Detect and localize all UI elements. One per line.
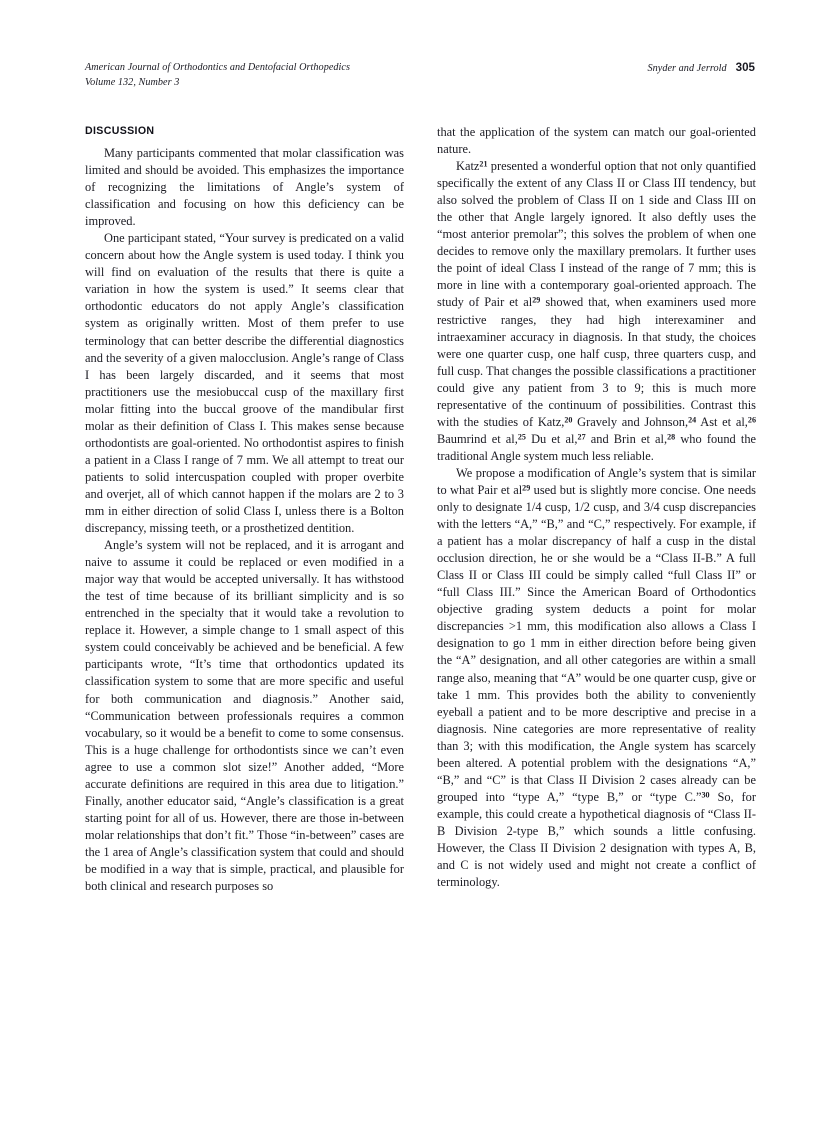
running-head bbox=[85, 60, 755, 94]
reference-superscript: 21 bbox=[479, 159, 488, 169]
journal-title: American Journal of Orthodontics and Dentofacial Orthopedics bbox=[85, 62, 351, 73]
reference-superscript: 26 bbox=[747, 415, 756, 425]
paragraph: Angle’s system will not be replaced, and it is arrogant and naive to assume it could be replaced or even modified in a major way that would be accepted universally. It has withstood the test of time because of its brilliant simplicity and is so entrenched in the specialty that it would take a revolution to replace it. However, a simple change to 1 small aspect of this system could conceivably be achieved and be beneficial. A few participants wrote, “It’s time that orthodontics updated its classification system to some that are more specific and useful for both communication and diagnosis.” Another said, “Communication between professionals requires a common vocabulary, so it would be a benefit to come to some consensus. This is a huge challenge for orthodontists since we can’t even agree to use a common slot size!” Another added, “More accurate definitions are required in this area due to litigation.” Finally, another educator said, “Angle’s classification is a great starting point for all of us. However, there are those in-between molar relationships that don’t fit.” Those “in-between” cases are the 1 area of Angle’s classification system that could and should be modified in a way that is simple, practical, and plausible for both clinical and research purposes so bbox=[85, 538, 404, 894]
paragraph: Katz$^{21}$ presented a wonderful option that not only quantified specifically the extent of any Class II or Class III tendency, but also solved the problem of Class II on 1 side and Class III on the other that Angle largely ignored. It also deftly uses the “most anterior premolar”; this solves the problem of when one decides to remove only the maxillary premolars. It further uses the point of ideal Class I instead of the range of 7 mm; this is more in line with a contemporary goal-oriented approach. The study of Pair et $al^{29}$ showed that, when examiners used more restrictive ranges, they had high interexaminer and intraexaminer accuracy in diagnosis. In that study, the choices were one quarter cusp, one half cusp, three quarters cusp, and full cusp. That changes the possible classifications a practitioner could give any patient from 3 to 9; this is much more representative of the continuum of possibilities. Contrast this with the studies of Katz,$^{20}$ Gravely and Johnson,$^{24}$ Ast et al,$^{26}$ Baumrind et al,$^{25}$ Du et al,$^{27}$ and Brin et al,$^{28}$ who found the traditional Angle system much less reliable. bbox=[437, 159, 757, 463]
volume-issue: Volume 132, Number 3 bbox=[85, 77, 180, 88]
paragraph: We propose a modification of Angle’s system that is similar to what Pair et $al^{29}$ used but is slightly more concise. One needs only to designate 1/4 cusp, 1/2 cusp, and 3/4 cusp discrepancies with the letters “A,” “B,” and “C,” respectively. For example, if a patient has a molar discrepancy of half a cusp in the distal occlusion direction, he or she would be a “Class II-B.” A full Class II or Class III could be simply called “full Class II” or “full Class III.” Since the American Board of Orthodontics objective grading system deducts a point for molar discrepancies >1 mm, this modification also allows a Class I designation to go 1 mm in either direction before being given the “A” designation, and all other categories are within a small range also, meaning that “A” would be one quarter cusp, give or take 1 mm. This provides both the ability to conveniently eyeball a patient and to be more descriptive and precise in a diagnosis. Nine categories are more representative of reality than 3; with this modification, the Angle system has scarcely been altered. A potential problem with the designations “A,” “B,” and “C” is that Class II Division 2 cases already can be grouped into “type A,” “type B,” or “type C.”$^{30}$ So, for example, this could create a hypothetical diagnosis of “Class II-B Division 2-type B,” which sounds a little confusing. However, the Class II Division 2 designation with types A, B, and C is not widely used and might not create a conflict of terminology. bbox=[437, 465, 757, 890]
page-number: 305 bbox=[735, 61, 755, 74]
running-head-left bbox=[85, 60, 350, 90]
paragraph-continuation: that the application of the system can match our goal-oriented nature. bbox=[437, 125, 756, 157]
right-column bbox=[437, 124, 756, 895]
reference-superscript: 30 bbox=[701, 790, 710, 800]
section-heading-discussion: DISCUSSION bbox=[85, 125, 155, 137]
paragraph: One participant stated, “Your survey is predicated on a valid concern about how the Angle system is used today. I think you will find on evaluation of the results that there is quite a variation in how the system is used.” It seems clear that orthodontic educators do not apply Angle’s classification system as originally written. Most of them prefer to use terminology that can better describe the differential diagnostics and the severity of a given malocclusion. Angle’s range of Class I has been largely discarded, and it seems that most practitioners use the mesiobuccal cusp of the maxillary first molar fitting into the buccal groove of the mandibular first molar as their definition of Class I. This makes sense because orthodontists are goal-oriented. No orthodontist aspires to finish a patient in a Class I range of 7 mm. We all attempt to treat our patients to solid intercuspation coupled with proper overbite and overjet, all of which cannot happen if the molars are 2 to 3 mm in either direction of solid Class I, unless there is a Bolton discrepancy, missing teeth, or a prosthetized dentition. bbox=[85, 231, 404, 536]
reference-superscript: 20 bbox=[564, 415, 573, 425]
running-head-right bbox=[647, 60, 755, 76]
reference-superscript: 25 bbox=[517, 432, 526, 442]
two-column-body bbox=[85, 124, 757, 895]
paragraph: Many participants commented that molar classification was limited and should be avoided. This emphasizes the importance of recognizing the limitations of Angle’s system of classification and focusing on how this deficiency can be improved. bbox=[85, 146, 404, 229]
reference-superscript: 27 bbox=[577, 432, 586, 442]
running-head-authors: Snyder and Jerrold bbox=[647, 63, 727, 74]
reference-superscript: 29 bbox=[532, 296, 541, 306]
reference-superscript: 28 bbox=[667, 432, 676, 442]
reference-superscript: 29 bbox=[522, 483, 531, 493]
left-column bbox=[85, 124, 404, 895]
reference-superscript: 24 bbox=[688, 415, 697, 425]
